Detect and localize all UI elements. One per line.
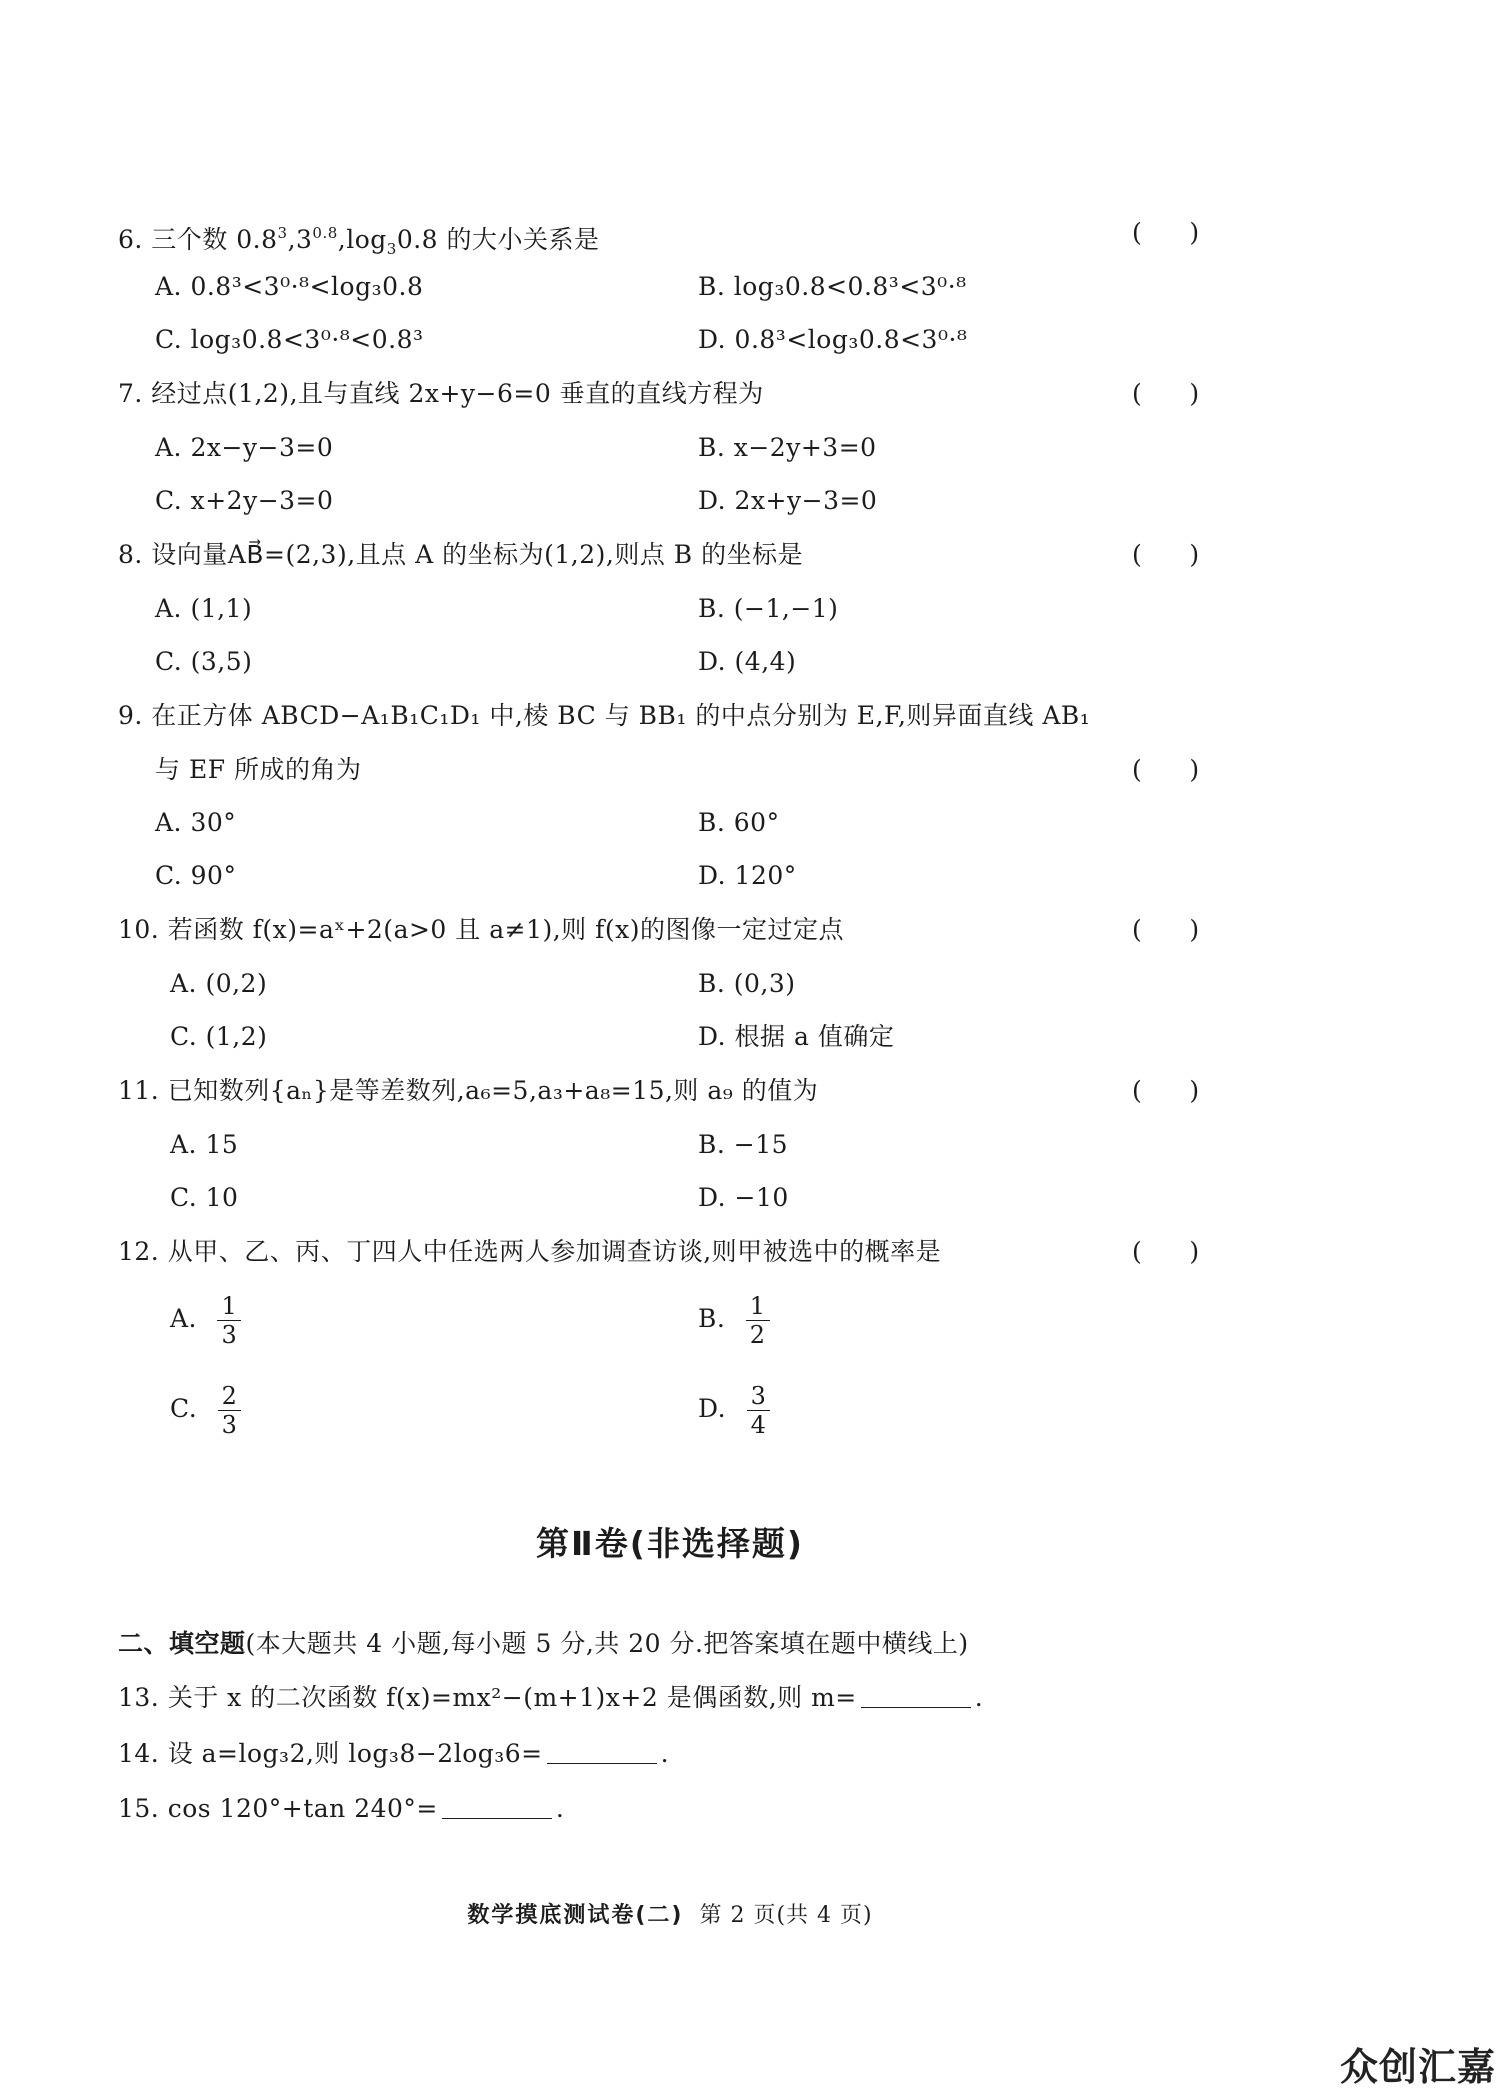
- q12-option-c-fraction: [218, 1382, 242, 1439]
- fill-in-section-header: [118, 1627, 969, 1661]
- question-10-stem: 10. 若函数 f(x)=aˣ+2(a>0 且 a≠1),则 f(x)的图像一定过定点: [118, 915, 844, 944]
- q15-end: .: [555, 1794, 565, 1823]
- question-11-stem: 11. 已知数列{aₙ}是等差数列,a₆=5,a₃+a₈=15,则 a₉ 的值为: [118, 1076, 819, 1105]
- question-6-stem: [118, 216, 600, 266]
- footer-title: 数学摸底测试卷(二): [467, 1903, 684, 1928]
- q12-answer-paren: ( ): [1132, 1237, 1200, 1266]
- question-14: [118, 1737, 669, 1771]
- fraction-denominator: 3: [221, 1321, 238, 1349]
- q7-answer-paren: ( ): [1132, 379, 1200, 408]
- question-15: [118, 1792, 564, 1826]
- q13-answer-blank[interactable]: [861, 1683, 971, 1708]
- q13-end: .: [974, 1683, 984, 1712]
- q7-option-c: C. x+2y−3=0: [155, 486, 334, 515]
- q6-option-d: D. 0.8³<log₃0.8<3⁰·⁸: [698, 325, 968, 354]
- q11-answer-paren: ( ): [1132, 1076, 1200, 1105]
- section-note: (本大题共 4 小题,每小题 5 分,共 20 分.把答案填在题中横线上): [245, 1629, 969, 1658]
- q6-sup: 3: [277, 224, 288, 242]
- q7-option-b: B. x−2y+3=0: [698, 433, 877, 462]
- q6-stem-part: ,log: [337, 225, 387, 254]
- q8-option-b: B. (−1,−1): [698, 594, 839, 623]
- q9-option-b: B. 60°: [698, 808, 780, 837]
- q15-answer-blank[interactable]: [442, 1794, 552, 1819]
- q12-option-c: [170, 1382, 241, 1439]
- fraction-numerator: 1: [746, 1292, 770, 1321]
- q12-option-b: [698, 1292, 770, 1349]
- q6-answer-paren: ( ): [1132, 218, 1200, 247]
- q10-option-a: A. (0,2): [170, 969, 268, 998]
- q7-option-d: D. 2x+y−3=0: [698, 486, 878, 515]
- q10-option-d: D. 根据 a 值确定: [698, 1022, 895, 1051]
- q6-sub: 3: [386, 240, 397, 258]
- question-9-stem-line1: 9. 在正方体 ABCD−A₁B₁C₁D₁ 中,棱 BC 与 BB₁ 的中点分别为 E,F,则异面直线 AB₁: [118, 701, 1091, 730]
- q9-option-c: C. 90°: [155, 861, 237, 890]
- part-2-title: 第Ⅱ卷(非选择题): [536, 1524, 804, 1563]
- q8-option-a: A. (1,1): [155, 594, 253, 623]
- q9-option-a: A. 30°: [155, 808, 237, 837]
- q10-option-b: B. (0,3): [698, 969, 796, 998]
- page-footer: [0, 1898, 1340, 1929]
- q10-option-c: C. (1,2): [170, 1022, 268, 1051]
- q10-answer-paren: ( ): [1132, 915, 1200, 944]
- question-9-stem-line2: 与 EF 所成的角为: [155, 755, 362, 784]
- q14-answer-blank[interactable]: [547, 1739, 657, 1764]
- q6-option-b: B. log₃0.8<0.8³<3⁰·⁸: [698, 272, 967, 301]
- fraction-numerator: 2: [218, 1382, 242, 1411]
- q12-option-a-fraction: [217, 1292, 241, 1349]
- fraction-denominator: 3: [221, 1411, 238, 1439]
- q13-stem: 13. 关于 x 的二次函数 f(x)=mx²−(m+1)x+2 是偶函数,则 m=: [118, 1683, 857, 1712]
- q8-option-c: C. (3,5): [155, 647, 253, 676]
- q11-option-a: A. 15: [170, 1130, 239, 1159]
- q12-option-a: [170, 1292, 241, 1349]
- q12-option-b-label: B.: [698, 1304, 726, 1333]
- q6-option-c: C. log₃0.8<3⁰·⁸<0.8³: [155, 325, 424, 354]
- q8-option-d: D. (4,4): [698, 647, 797, 676]
- q14-end: .: [660, 1739, 670, 1768]
- q6-stem-part: 6. 三个数 0.8: [118, 225, 278, 254]
- q14-stem: 14. 设 a=log₃2,则 log₃8−2log₃6=: [118, 1739, 543, 1768]
- question-8-stem: 8. 设向量AB⃗=(2,3),且点 A 的坐标为(1,2),则点 B 的坐标是: [118, 540, 804, 569]
- fraction-denominator: 4: [750, 1411, 767, 1439]
- q12-option-d: [698, 1382, 770, 1439]
- q12-option-d-label: D.: [698, 1394, 727, 1423]
- q12-option-b-fraction: [746, 1292, 770, 1349]
- section-heading: 二、填空题: [118, 1629, 246, 1658]
- q6-option-a: A. 0.8³<3⁰·⁸<log₃0.8: [155, 272, 424, 301]
- q9-answer-paren: ( ): [1132, 755, 1200, 784]
- fraction-numerator: 1: [217, 1292, 241, 1321]
- q15-stem: 15. cos 120°+tan 240°=: [118, 1794, 438, 1823]
- fraction-numerator: 3: [747, 1382, 771, 1411]
- q9-option-d: D. 120°: [698, 861, 797, 890]
- q12-option-a-label: A.: [170, 1304, 198, 1333]
- q11-option-b: B. −15: [698, 1130, 789, 1159]
- q7-option-a: A. 2x−y−3=0: [155, 433, 334, 462]
- footer-page-number: 第 2 页(共 4 页): [699, 1903, 873, 1928]
- q11-option-d: D. −10: [698, 1183, 789, 1212]
- q6-sup: 0.8: [312, 224, 338, 242]
- q6-stem-part: 0.8 的大小关系是: [396, 225, 600, 254]
- q6-stem-part: ,3: [287, 225, 313, 254]
- question-12-stem: 12. 从甲、乙、丙、丁四人中任选两人参加调查访谈,则甲被选中的概率是: [118, 1237, 942, 1266]
- question-7-stem: 7. 经过点(1,2),且与直线 2x+y−6=0 垂直的直线方程为: [118, 379, 764, 408]
- fraction-denominator: 2: [749, 1321, 766, 1349]
- q11-option-c: C. 10: [170, 1183, 239, 1212]
- q8-answer-paren: ( ): [1132, 540, 1200, 569]
- watermark-logo: 众创汇嘉: [1339, 2045, 1496, 2089]
- question-13: [118, 1681, 983, 1715]
- q12-option-c-label: C.: [170, 1394, 198, 1423]
- q12-option-d-fraction: [747, 1382, 771, 1439]
